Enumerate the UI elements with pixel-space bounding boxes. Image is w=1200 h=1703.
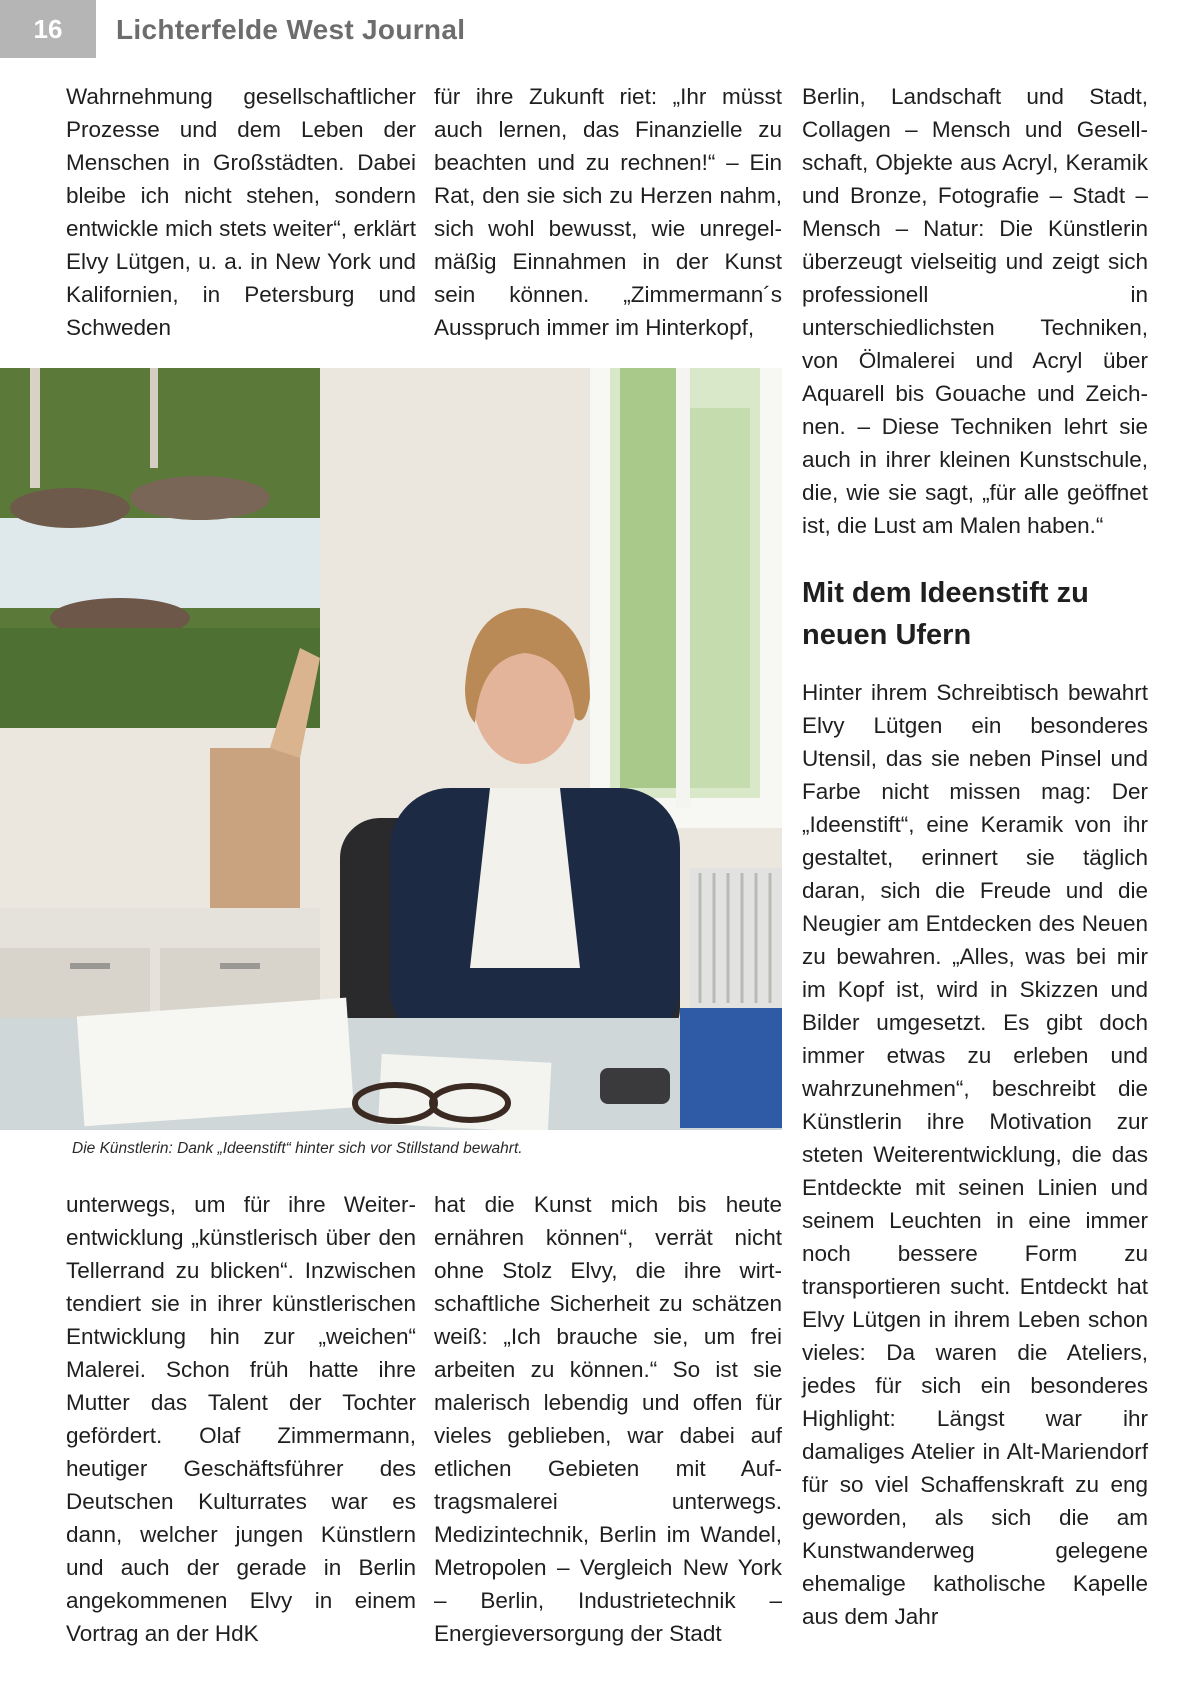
bottom-column-2-text: hat die Kunst mich bis heute ernähren können“, verrät nicht ohne Stolz Elvy, die ihre wirtschaftliche Sicherheit zu schätzen weiß: „Ich brauche sie, um frei arbeiten zu können.“ So ist sie malerisch lebendig und offen für vieles geblieben, war dabei auf etlichen Gebieten mit Auftragsmalerei unterwegs. Medizintechnik, Berlin im Wandel, Metropolen – Vergleich New York – Berlin, Industrietechnik – Energieversorgung der Stadt: [434, 1192, 782, 1646]
section-heading: Mit dem Ideenstift zu neuen Ufern: [802, 577, 1089, 651]
bottom-column-1-text: unterwegs, um für ihre Weiterentwicklung „künstlerisch über den Tellerrand zu blicken“. Inzwischen tendiert sie in ihrer künstlerischen Entwicklung hin zur „weichen“ Malerei. Schon früh hatte ihre Mutter das Talent der Tochter gefördert. Olaf Zimmermann, heutiger Geschäftsführer des Deutschen Kulturrates war es dann, welcher jungen Künstlern und auch der gerade in Berlin angekommenen Elvy in einem Vortrag an der HdK: [66, 1192, 416, 1646]
top-column-3-text: Berlin, Landschaft und Stadt, Collagen – Mensch und Gesellschaft, Objekte aus Acryl, Keramik und Bronze, Fotografie – Stadt – Mensch – Natur: Die Künstlerin überzeugt vielseitig und zeigt sich professionell in unterschiedlichsten Techniken, von Ölmalerei und Acryl über Aquarell bis Gouache und Zeichnen. – Diese Techniken lehrt sie auch in ihrer kleinen Kunstschule, die, wie sie sagt, „für alle geöffnet ist, die Lust am Malen haben.“: [802, 84, 1148, 538]
page-number: 16: [0, 0, 96, 58]
top-column-1-text: Wahrnehmung gesellschaftlicher Prozesse und dem Leben der Menschen in Großstädten. Dabei bleibe ich nicht stehen, sondern entwickle mich stets weiter“, erklärt Elvy Lütgen, u. a. in New York und Kalifornien, in Petersburg und Schweden: [66, 84, 416, 340]
journal-title: Lichterfelde West Journal: [116, 14, 466, 45]
article-photo: [0, 368, 782, 1130]
photo-caption: Die Künstlerin: Dank „Ideenstift“ hinter sich vor Stillstand bewahrt.: [72, 1140, 523, 1157]
section-body-text: Hinter ihrem Schreibtisch bewahrt Elvy Lütgen ein besonderes Utensil, das sie neben Pinsel und Farbe nicht missen mag: Der „Ideenstift“, eine Keramik von ihr gestaltet, erinnert sie täglich daran, sich die Freude und die Neugier am Entdecken des Neuen zu bewahren. „Alles, was bei mir im Kopf ist, wird in Skizzen und Bilder umgesetzt. Es gibt doch immer etwas zu erleben und wahrzunehmen“, beschreibt die Künstlerin ihre Motivation zur steten Weiterentwicklung, die das Entdeckte mit seinen Linien und seinem Leuchten in eine immer noch bessere Form zu transportieren sucht. Entdeckt hat Elvy Lütgen in ihrem Leben schon vieles: Da waren die Ateliers, jedes für sich ein besonderes Highlight: Längst war ihr damaliges Atelier in Alt-Mariendorf für so viel Schaffenskraft zu eng geworden, als sich die am Kunstwanderweg gelegene ehemalige katholische Kapelle aus dem Jahr: [802, 680, 1148, 1629]
top-column-2-text: für ihre Zukunft riet: „Ihr müsst auch lernen, das Finanzielle zu beachten und zu rechnen!“ – Ein Rat, den sie sich zu Herzen nahm, sich wohl bewusst, wie unregelmäßig Einnahmen in der Kunst sein können. „Zimmermann´s Ausspruch immer im Hinterkopf,: [434, 84, 782, 340]
